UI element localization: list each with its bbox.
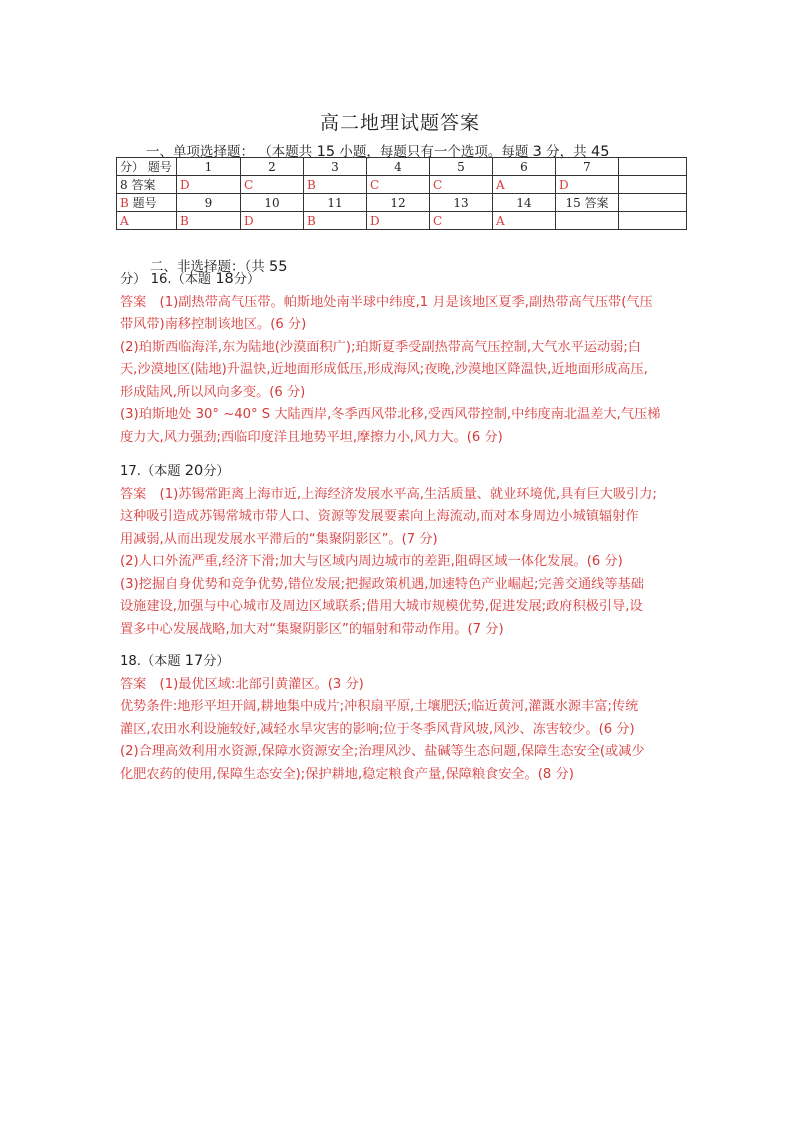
section2-heading-text: 二、非选择题：（共 [150,259,265,275]
table-cell: D [367,212,430,230]
table-cell: 15 答案 [556,194,619,212]
q18-head-suffix: 分） [203,654,230,669]
answer-line: (2)人口外流严重,经济下滑;加大与区域内周边城市的差距,阻碍区域一体化发展。(6 分) [120,554,623,569]
question-16-heading [120,268,680,292]
table-cell: 14 [493,194,556,212]
table-cell: 12 [367,194,430,212]
answer-line: 化肥农药的使用,保障生态安全);保护耕地,稳定粮食产量,保障粮食安全。(8 分) [120,766,574,782]
answer-line: 用减弱,从而出现发展水平滞后的“集聚阴影区”。(7 分) [120,531,438,547]
table-cell: 8 答案 [117,176,177,194]
table-cell [619,212,687,230]
answer-table [116,157,687,230]
answer-line: (2)合理高效利用水资源,保障水资源安全;治理风沙、盐碱等生态问题,保障生态安全(或减少 [120,744,645,759]
table-row [117,176,687,194]
table-cell: 1 [177,158,241,176]
answer-line: 这种吸引造成苏锡常城市带人口、资源等发展要素向上海流动,而对本身周边小城镇辐射作 [120,509,639,524]
row3-label: 题号 [132,196,157,210]
table-cell: 9 [177,194,241,212]
answer-line: (3)挖掘自身优势和竞争优势,错位发展;把握政策机遇,加速特色产业崛起;完善交通线等基础 [120,576,644,592]
table-cell: D [241,212,304,230]
table-cell: 10 [241,194,304,212]
section1-mid2: 分，共 [546,144,587,160]
section1-mid1: 小题，每题只有一个选项。每题 [339,144,529,160]
answer-line: 天,沙漠地区(陆地)升温快,近地面形成低压,形成海风;夜晚,沙漠地区降温快,近地面形成高压, [120,362,648,377]
section1-heading-text: 一、单项选择题： （本题共 [146,144,313,160]
section1-total: 45 [590,144,610,160]
section1-points: 3 [532,144,542,160]
table-cell: A [117,212,177,230]
answer-line: 优势条件:地形平坦开阔,耕地集中成片;冲积扇平原,土壤肥沃;临近黄河,灌溉水源丰富;传统 [120,699,639,714]
answer-line: 答案 (1)最优区域:北部引黄灌区。(3 分) [120,676,364,692]
q17-head-prefix: 17.（本题 [120,464,181,479]
table-cell: 4 [367,158,430,176]
table-cell [556,212,619,230]
q16-head-prefix: 分） 16.（本题 [120,272,212,287]
answer-line: 带风带)南移控制该地区。(6 分) [120,317,307,332]
table-cell: B [304,176,367,194]
table-cell: A [493,212,556,230]
answer-line: (3)珀斯地处 30° ~40° S 大陆西岸,冬季西风带北移,受西风带控制,中纬度南北温差大,气压梯 [120,407,661,422]
q17-head-suffix: 分） [203,464,230,479]
table-cell: B [177,212,241,230]
answer-line: 答案 (1)副热带高气压带。帕斯地处南半球中纬度,1 月是该地区夏季,副热带高气压带(气压 [120,294,653,310]
table-cell: C [241,176,304,194]
table-cell [619,194,687,212]
table-row [117,158,687,176]
row3-prefix: B [120,196,129,210]
table-cell [117,194,177,212]
table-cell: B [304,212,367,230]
question-17 [120,460,680,641]
table-cell: 6 [493,158,556,176]
answer-line: 答案 (1)苏锡常距离上海市近,上海经济发展水平高,生活质量、就业环境优,具有巨大吸引力; [120,486,657,502]
answer-line: 度力大,风力强劲;西临印度洋且地势平坦,摩擦力小,风力大。(6 分) [120,429,503,445]
table-cell: 3 [304,158,367,176]
table-cell: C [430,212,493,230]
table-cell: D [556,176,619,194]
page-title: 高二地理试题答案 [319,112,480,134]
table-cell: 7 [556,158,619,176]
table-cell [619,176,687,194]
answer-line: 设施建设,加强与中心城市及周边区域联系;借用大城市规模优势,促进发展;政府积极引导,设 [120,599,643,614]
section2-total: 55 [269,259,288,275]
table-cell: 2 [241,158,304,176]
table-cell [619,158,687,176]
table-cell: C [367,176,430,194]
table-row [117,212,687,230]
question-18-heading [120,650,680,674]
table-cell: 11 [304,194,367,212]
table-cell: 分） 题号 [117,158,177,176]
answer-line: 置多中心发展战略,加大对“集聚阴影区”的辐射和带动作用。(7 分) [120,621,504,637]
question-17-heading [120,460,680,484]
q18-points: 17 [184,653,204,669]
q16-points: 18 [215,271,234,287]
q18-head-prefix: 18.（本题 [120,654,181,669]
question-16 [120,268,680,449]
table-cell: C [430,176,493,194]
section1-count: 15 [316,144,336,160]
table-cell: 13 [430,194,493,212]
q16-head-suffix: 分） [233,272,261,287]
table-row [117,194,687,212]
table-cell: A [493,176,556,194]
table-cell: D [177,176,241,194]
question-18 [120,650,680,786]
answer-line: (2)珀斯西临海洋,东为陆地(沙漠面积广);珀斯夏季受副热带高气压控制,大气水平运动弱;白 [120,339,641,355]
answer-line: 形成陆风,所以风向多变。(6 分) [120,384,306,400]
q17-points: 20 [184,463,204,479]
answer-line: 灌区,农田水利设施较好,减轻水旱灾害的影响;位于冬季风背风坡,风沙、冻害较少。(6 分) [120,721,635,737]
table-cell: 5 [430,158,493,176]
